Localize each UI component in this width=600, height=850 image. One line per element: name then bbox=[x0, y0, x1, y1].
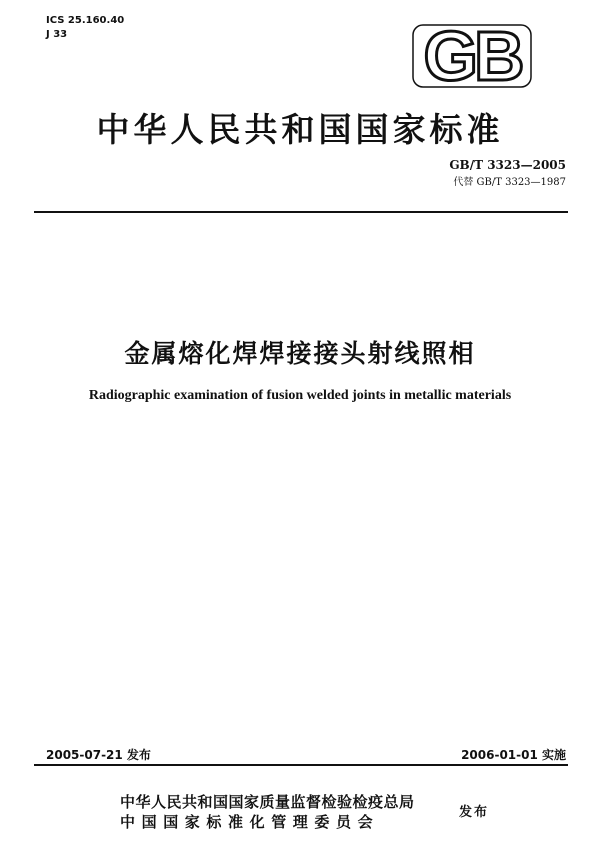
document-title-english: Radiographic examination of fusion welded joints in metallic materials bbox=[88, 388, 512, 403]
publish-label: 发布 bbox=[459, 805, 490, 820]
implementation-date: 2006-01-01 实施 bbox=[461, 748, 566, 762]
classification-codes bbox=[46, 14, 124, 42]
national-standard-title: 中华人民共和国国家标准 bbox=[96, 110, 504, 149]
footer-divider bbox=[34, 764, 568, 766]
gb-logo bbox=[412, 24, 532, 88]
standard-number: GB/T 3323—2005 bbox=[449, 158, 566, 172]
document-title-chinese: 金属熔化焊焊接接头射线照相 bbox=[124, 339, 476, 368]
ccs-code: J 33 bbox=[46, 29, 68, 40]
publisher-line-2: 中国国家标准化管理委员会 bbox=[120, 813, 380, 831]
gb-logo-text: GB bbox=[423, 24, 521, 88]
header-divider bbox=[34, 211, 568, 213]
publisher-line-1: 中华人民共和国国家质量监督检验检疫总局 bbox=[120, 793, 415, 811]
ics-code: ICS 25.160.40 bbox=[46, 15, 125, 26]
replaces-standard: 代替 GB/T 3323—1987 bbox=[453, 177, 566, 188]
issue-date: 2005-07-21 发布 bbox=[46, 748, 151, 762]
standard-code-block bbox=[449, 158, 566, 188]
